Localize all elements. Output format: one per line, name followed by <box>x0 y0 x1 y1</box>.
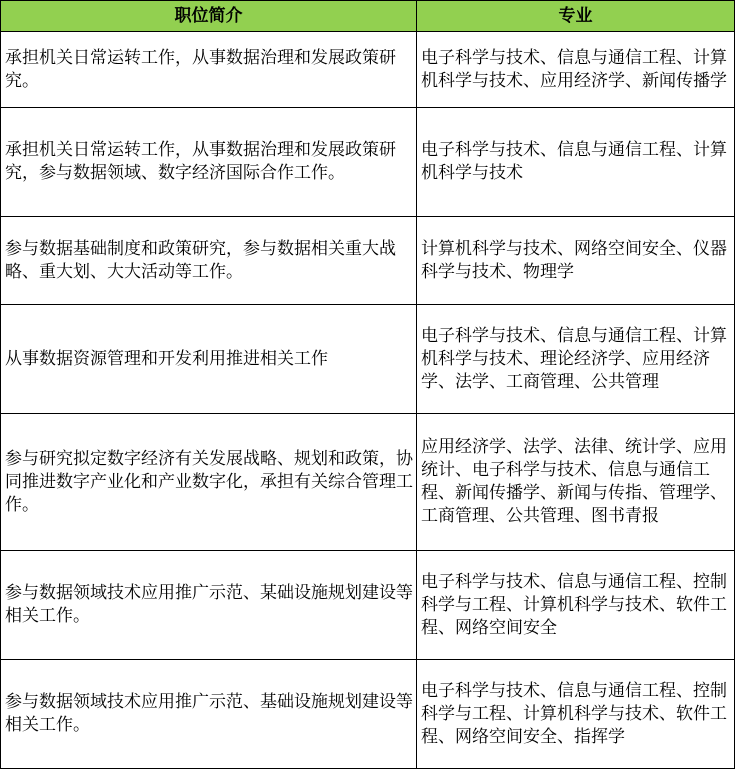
position-intro-cell: 承担机关日常运转工作，从事数据治理和发展政策研究，参与数据领域、数字经济国际合作工作。 <box>1 108 417 217</box>
table-row <box>1 305 735 414</box>
position-intro-cell: 承担机关日常运转工作，从事数据治理和发展政策研究。 <box>1 32 417 108</box>
table-row <box>1 660 735 769</box>
table-row <box>1 217 735 305</box>
header-major: 专业 <box>417 1 735 32</box>
major-cell: 计算机科学与技术、网络空间安全、仪器科学与技术、物理学 <box>417 217 735 305</box>
major-cell: 电子科学与技术、信息与通信工程、计算机科学与技术 <box>417 108 735 217</box>
header-position-intro: 职位简介 <box>1 1 417 32</box>
major-cell: 应用经济学、法学、法律、统计学、应用统计、电子科学与技术、信息与通信工程、新闻传播学、新闻与传指、管理学、工商管理、公共管理、图书青报 <box>417 414 735 551</box>
position-intro-cell: 参与研究拟定数字经济有关发展战略、规划和政策，协同推进数字产业化和产业数字化，承担有关综合管理工作。 <box>1 414 417 551</box>
table-row <box>1 551 735 660</box>
position-intro-cell: 参与数据基础制度和政策研究，参与数据相关重大战略、重大划、大大活动等工作。 <box>1 217 417 305</box>
table-row <box>1 414 735 551</box>
table-row <box>1 32 735 108</box>
position-intro-cell: 参与数据领域技术应用推广示范、某础设施规划建设等相关工作。 <box>1 551 417 660</box>
major-cell: 电子科学与技术、信息与通信工程、控制科学与工程、计算机科学与技术、软件工程、网络空间安全 <box>417 551 735 660</box>
major-cell: 电子科学与技术、信息与通信工程、计算机科学与技术、应用经济学、新闻传播学 <box>417 32 735 108</box>
table-row <box>1 108 735 217</box>
table-header-row <box>1 1 735 32</box>
position-intro-cell: 参与数据领域技术应用推广示范、基础设施规划建设等相关工作。 <box>1 660 417 769</box>
major-cell: 电子科学与技术、信息与通信工程、计算机科学与技术、理论经济学、应用经济学、法学、工商管理、公共管理 <box>417 305 735 414</box>
position-intro-cell: 从事数据资源管理和开发利用推进相关工作 <box>1 305 417 414</box>
major-cell: 电子科学与技术、信息与通信工程、控制科学与工程、计算机科学与技术、软件工程、网络空间安全、指挥学 <box>417 660 735 769</box>
